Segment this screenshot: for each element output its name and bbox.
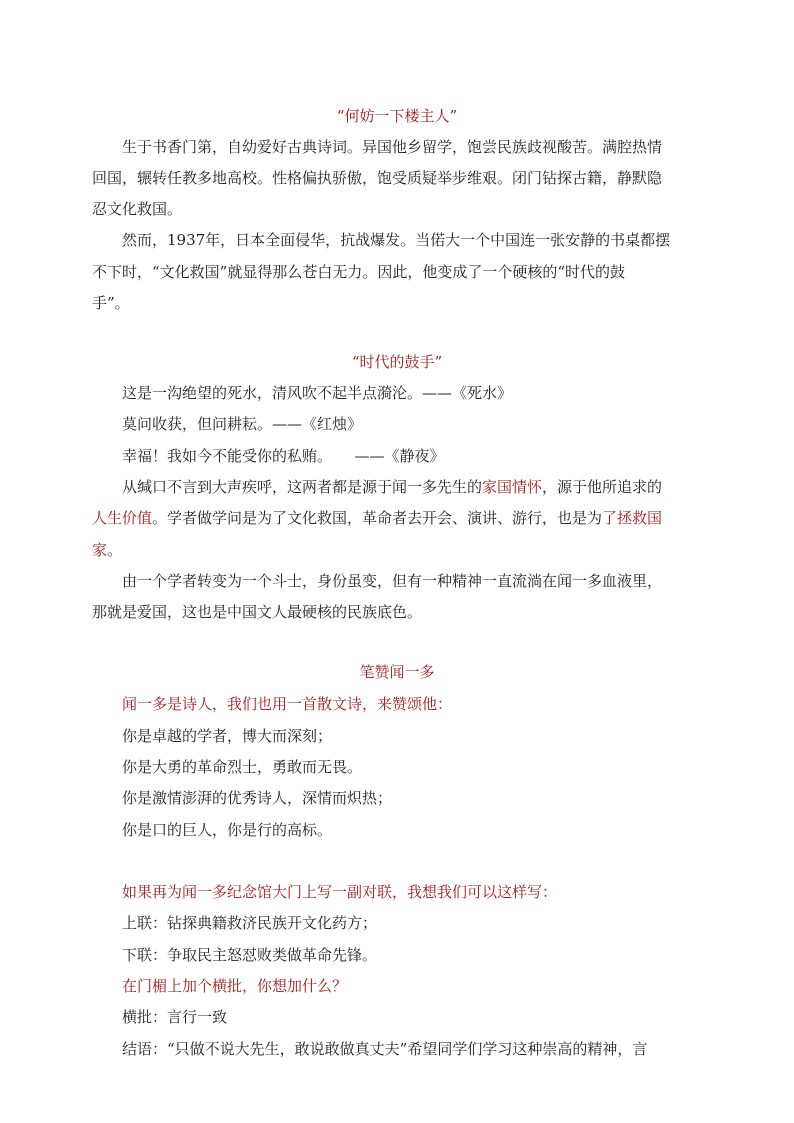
paragraph-line [92, 540, 122, 560]
poem-line: 你是大勇的革命烈士，勇敢而无畏。 [122, 758, 363, 776]
paragraph-line: 生于书香门第，自幼爱好古典诗词。异国他乡留学，饱尝民族歧视酸苦。满腔热情 [122, 138, 663, 156]
highlight-text: 人生价值 [92, 509, 153, 527]
paragraph-line: 然而，1937年，日本全面侵华，抗战爆发。当偌大一个中国连一张安静的书桌都摆 [122, 231, 671, 249]
couplet-lower: 下联：争取民主怒怼败类做革命先锋。 [122, 946, 378, 964]
paragraph-line: 手”。 [92, 294, 130, 312]
paragraph-line [92, 508, 662, 528]
paragraph-line: 那就是爱国，这也是中国文人最硬核的民族底色。 [92, 603, 423, 621]
section-title-1: “何妨一下楼主人” [336, 107, 458, 125]
highlight-text: 家 [92, 541, 108, 559]
couplet-upper: 上联：钻探典籍救济民族开文化药方； [122, 914, 378, 932]
poem-line: 你是口的巨人，你是行的高标。 [122, 821, 333, 839]
text-run: 。 [107, 541, 123, 559]
paragraph-line: 忍文化救国。 [92, 200, 183, 218]
highlight-text: 了拯救国 [602, 509, 663, 527]
section-title-3: 笔赞闻一多 [359, 663, 435, 681]
paragraph-line [122, 477, 662, 497]
text-run: ，源于他所追求的 [542, 478, 663, 496]
paragraph-line: 由一个学者转变为一个斗士，身份虽变，但有一种精神一直流淌在闻一多血液里， [122, 572, 663, 590]
quote-line: 莫问收获，但问耕耘。——《红烛》 [122, 415, 363, 433]
closing-line: 结语：“只做不说大先生，敢说敢做真丈夫”希望同学们学习这种崇高的精神，言 [122, 1040, 648, 1058]
prompt-line: 在门楣上加个横批，你想加什么？ [122, 977, 348, 995]
quote-line: 幸福！我如今不能受你的私贿。 ——《静夜》 [122, 447, 445, 465]
prompt-line: 如果再为闻一多纪念馆大门上写一副对联，我想我们可以这样写： [122, 883, 558, 901]
prompt-line: 闻一多是诗人，我们也用一首散文诗，来赞颂他： [122, 695, 453, 713]
poem-line: 你是卓越的学者，博大而深刻； [122, 727, 333, 745]
text-run: 从缄口不言到大声疾呼，这两者都是源于闻一多先生的 [122, 478, 483, 496]
text-run: 。学者做学问是为了文化救国，革命者去开会、演讲、游行，也是为 [152, 509, 603, 527]
section-title-2: “时代的鼓手” [351, 353, 443, 371]
highlight-text: 家国情怀 [482, 478, 543, 496]
paragraph-line: 不下时，“文化救国”就显得那么苍白无力。因此，他变成了一个硬核的“时代的鼓 [92, 263, 626, 281]
paragraph-line: 回国，辗转任教多地高校。性格偏执骄傲，饱受质疑举步维艰。闭门钻探古籍，静默隐 [92, 169, 663, 187]
banner-line: 横批：言行一致 [122, 1008, 228, 1026]
poem-line: 你是激情澎湃的优秀诗人，深情而炽热； [122, 789, 393, 807]
quote-line: 这是一沟绝望的死水，清风吹不起半点漪沦。——《死水》 [122, 384, 513, 402]
